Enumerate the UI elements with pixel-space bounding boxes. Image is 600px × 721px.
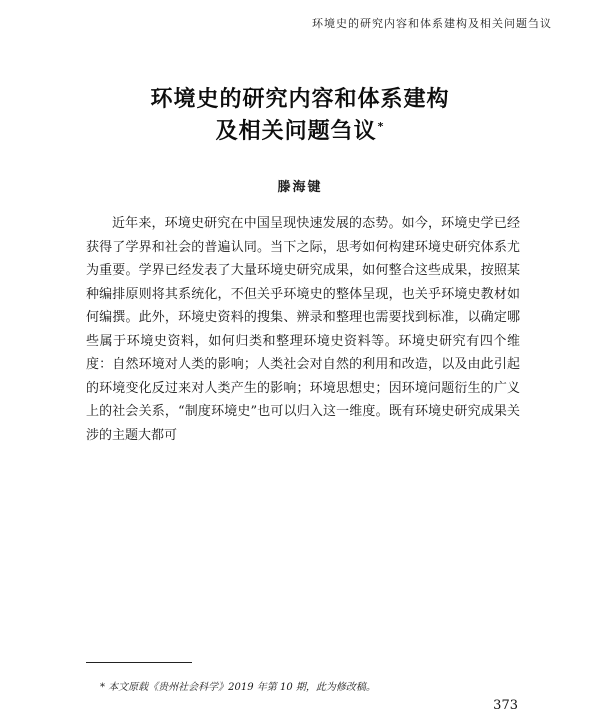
article-title-line-2-text: 及相关问题刍议 — [215, 119, 377, 144]
footnote-text: * 本文原载《贵州社会科学》2019 年第 10 期，此为修改稿。 — [100, 682, 376, 693]
author-name: 滕海键 — [277, 180, 323, 195]
footnote-divider — [86, 662, 192, 663]
title-footnote-mark: * — [377, 119, 385, 133]
article-title-line-1: 环境史的研究内容和体系建构 — [150, 87, 450, 112]
page-number: 373 — [493, 698, 518, 713]
body-paragraph: 近年来，环境史研究在中国呈现快速发展的态势。如今，环境史学已经获得了学界和社会的普遍认同。当下之际，思考如何构建环境史研究体系尤为重要。学界已经发表了大量环境史研究成果，如何整合这些成果，按照某种编排原则将其系统化，不但关乎环境史的整体呈现，也关乎环境史教材如何编撰。此外，环境史资料的搜集、辨录和整理也需要找到标准，以确定哪些属于环境史资料，如何归类和整理环境史资料等。环境史研究有四个维度：自然环境对人类的影响；人类社会对自然的利用和改造，以及由此引起的环境变化反过来对人类产生的影响；环境思想史；因环境问题衍生的广义上的社会关系，“制度环境史”也可以归入这一维度。既有环境史研究成果关涉的主题大都可 — [86, 216, 520, 443]
running-header: 环境史的研究内容和体系建构及相关问题刍议 — [312, 17, 552, 30]
article-title-line-2 — [0, 114, 600, 145]
